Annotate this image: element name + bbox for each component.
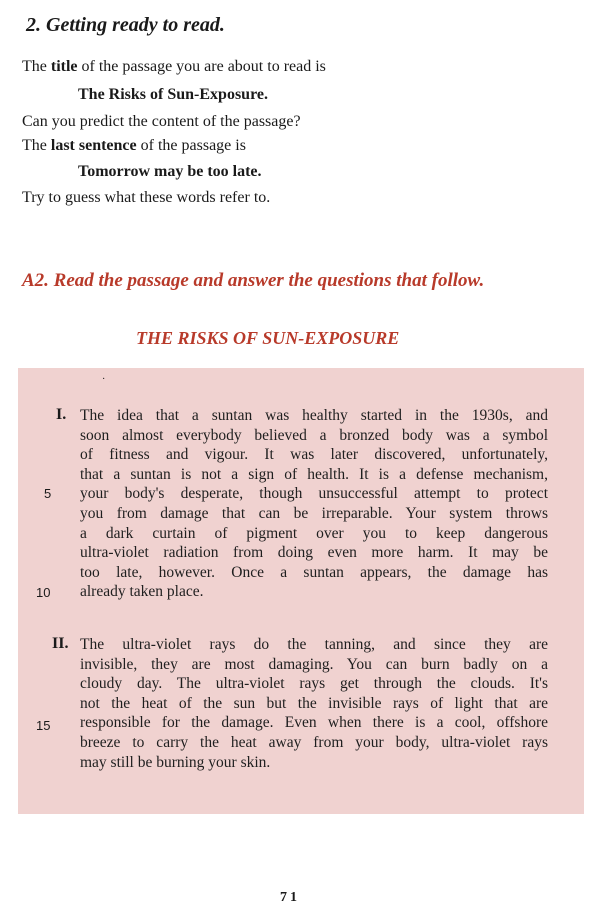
paragraph-line: not the heat of the sun but the invisible rays of light that are (80, 694, 548, 712)
last-sentence-keyword: last sentence (50, 137, 137, 154)
paragraph-line: may still be burning your skin. (80, 753, 271, 771)
paragraph-line: that a suntan is not a sign of health. It is a defense mechanism, (80, 465, 548, 483)
paragraph-line: of fitness and vigour. It was later discovered, unfortunately, (80, 446, 548, 464)
paragraph-line: The idea that a suntan was healthy started in the 1930s, and (80, 407, 548, 424)
paragraph-line: The ultra-violet rays do the tanning, and since they are (80, 636, 548, 653)
intro-line-1: The title of the passage you are about to read is (22, 58, 326, 75)
paragraph-line: invisible, they are most damaging. You can burn badly on a (80, 655, 548, 673)
paragraph-line: cloudy day. The ultra-violet rays get through the clouds. It's (80, 675, 548, 693)
paragraph-2 (80, 635, 548, 772)
paragraph-line: already taken place. (80, 583, 204, 601)
paragraph-line: breeze to carry the heat away from your body, ultra-violet rays (80, 733, 548, 751)
last-sentence-preview: Tomorrow may be too late. (78, 163, 262, 180)
page-number: 71 (280, 890, 300, 905)
intro-line-6: Try to guess what these words refer to. (22, 189, 271, 206)
line-number-5: 5 (44, 486, 52, 501)
line-number-15: 15 (36, 718, 51, 733)
paragraph-line: you from damage that can be irreparable. Your system throws (80, 504, 548, 522)
paragraph-line: ultra-violet radiation from doing even more harm. It may be (80, 544, 548, 562)
intro-line-3: Can you predict the content of the passage? (22, 113, 301, 130)
paragraph-line: a dark curtain of pigment over you to keep dangerous (80, 524, 548, 542)
passage-title: THE RISKS OF SUN-EXPOSURE (136, 328, 400, 348)
title-keyword: title (50, 58, 78, 75)
task-heading: A2. Read the passage and answer the questions that follow. (22, 270, 485, 291)
intro-line-4: The last sentence of the passage is (22, 137, 246, 154)
paragraph-label-1: I. (56, 406, 67, 423)
paragraph-line: your body's desperate, though unsuccessful attempt to protect (80, 485, 548, 503)
paragraph-label-2: II. (52, 635, 69, 652)
section-heading: 2. Getting ready to read. (26, 14, 225, 36)
paragraph-line: soon almost everybody believed a bronzed body was a symbol (80, 426, 548, 444)
paragraph-line: too late, however. Once a suntan appears, the damage has (80, 563, 548, 581)
decorative-dot: · (102, 374, 106, 385)
passage-title-preview: The Risks of Sun-Exposure. (78, 86, 268, 103)
paragraph-line: responsible for the damage. Even when there is a cool, offshore (80, 714, 548, 732)
paragraph-1 (80, 406, 548, 602)
line-number-10: 10 (36, 585, 51, 600)
